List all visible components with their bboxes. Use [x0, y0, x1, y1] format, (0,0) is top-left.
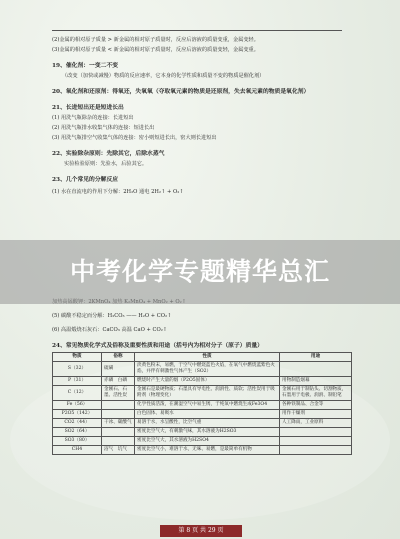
table-row: [53, 437, 352, 446]
table-cell: 赤磷 白磷: [102, 377, 135, 386]
table-cell: CO2（44）: [53, 419, 102, 428]
table-cell: 用作干燥剂: [280, 410, 352, 419]
table-cell: 人工降雨，工业原料: [280, 419, 352, 428]
table-cell: P（31）: [53, 377, 102, 386]
table-cell: [280, 362, 352, 377]
table-row: [53, 419, 352, 428]
text-line: (3) 用洗气瓶排空气收集气体的连接：密小则短进长出，密大则长进短出: [52, 135, 217, 141]
table-cell: [280, 428, 352, 437]
banner-title: 中考化学专题精华总汇: [69, 257, 330, 286]
table-cell: 硫磺: [102, 362, 135, 377]
column-header: 俗称: [102, 353, 135, 362]
section-heading: 19、催化剂：一变二不变: [52, 63, 119, 69]
text-line: 实验检验原则：先验水，后验其它。: [64, 161, 148, 167]
table-cell: 金刚石是最硬物质；石墨具有导电性、润滑性、质软；活性炭用于吸附剂（物理变化）: [135, 386, 280, 401]
text-line: (3)金属的相对原子质量 < 新金属的相对原子质量时，反应后溶液的质量变轻，金属变重。: [52, 47, 259, 53]
table-row: [53, 401, 352, 410]
table-cell: 密度比空气大，有刺激气味，其水溶液为H2SO3: [135, 428, 280, 437]
table-cell: [280, 437, 352, 446]
section-heading: 20、氧化剂和还原剂：得氧还，失氧氧（夺取氧元素的物质是还原剂，失去氧元素的物质是氧化剂）: [52, 89, 310, 95]
table-row: [53, 377, 352, 386]
section-heading: 24、常见物质化学式及俗称及重要性质和用途（括号内为相对分子（原子）质量）: [52, 343, 263, 349]
substance-table: [52, 352, 352, 455]
text-line: (6) 高温煅烧石灰石：CaCO₃ 高温 CaO + CO₂↑: [52, 327, 168, 333]
table-row: [53, 386, 352, 401]
table-cell: 金刚石、石墨、活性炭: [102, 386, 135, 401]
table-row: [53, 446, 352, 455]
text-line: (1) 用洗气瓶除杂的连接：长进短出: [52, 115, 134, 121]
text-line: (1) 水在直流电的作用下分解：2H₂O 通电 2H₂↑ + O₂↑: [52, 189, 184, 195]
table-cell: Fe（56）: [53, 401, 102, 410]
column-header: 性质: [135, 353, 280, 362]
table-cell: 淡黄色粉末，易燃，于空气中燃烧蓝色火焰，在氧气中燃烧蓝紫色火焰，并伴有刺激性气体产生（SO2）: [135, 362, 280, 377]
text-line: (5) 碳酸不稳定而分解：H₂CO₃ —— H₂O + CO₂↑: [52, 313, 172, 319]
table-row: [53, 410, 352, 419]
section-heading: 21、长进短出还是短进长出: [52, 105, 124, 111]
table-header-row: [53, 353, 352, 362]
column-header: 用途: [280, 353, 352, 362]
table-cell: SO2（64）: [53, 428, 102, 437]
table-cell: [102, 437, 135, 446]
table-cell: 白色固体、易吸水: [135, 410, 280, 419]
text-line: （改变（加快或减慢）物质的反应速率，它本身的化学性质和质量不变的物质是催化剂）: [62, 73, 265, 79]
table-cell: S（32）: [53, 362, 102, 377]
section-heading: 23、几个常见的分解反应: [52, 177, 119, 183]
table-cell: 沼气 坑气: [102, 446, 135, 455]
table-cell: [102, 401, 135, 410]
table-cell: [102, 410, 135, 419]
table-cell: [280, 446, 352, 455]
table-row: [53, 428, 352, 437]
table-cell: 干冰、碳酸气: [102, 419, 135, 428]
table-cell: CH4: [53, 446, 102, 455]
table-cell: SO3（80）: [53, 437, 102, 446]
table-cell: 密度比空气小，难溶于水，无味、易燃，是最简单有机物: [135, 446, 280, 455]
table-cell: [102, 428, 135, 437]
table-cell: P2O5（142）: [53, 410, 102, 419]
table-cell: C（12）: [53, 386, 102, 401]
table-cell: 用物制造烟幕: [280, 377, 352, 386]
table-cell: 燃烧时产生大量的烟（P2O5固体）: [135, 377, 280, 386]
table-cell: 化学性质活泼，在潮湿空气中易生锈，于纯氧中燃烧生成Fe3O4: [135, 401, 280, 410]
text-line: (2)金属的相对原子质量 > 新金属的相对原子质量时，反应后溶液的质量变重，金属变轻。: [52, 37, 259, 43]
column-header: 物质: [53, 353, 102, 362]
table-row: [53, 362, 352, 377]
text-line: (2) 用洗气瓶排水收集气体的连接：短进长出: [52, 125, 155, 131]
section-heading: 22、实验除杂原则：先除其它，后除水蒸气: [52, 151, 165, 157]
table-cell: 密度比空气大，其水溶液为H2SO4: [135, 437, 280, 446]
table-cell: 金刚石用于制钻头、切割物质，石墨用于电极、润滑、制铅笔: [280, 386, 352, 401]
table-cell: 各种铁制品、合金等: [280, 401, 352, 410]
table-cell: 易溶于水，水呈酸性，比空气重: [135, 419, 280, 428]
header-rule: [52, 30, 342, 31]
page-indicator: 第 8 页 共 29 页: [160, 525, 242, 537]
